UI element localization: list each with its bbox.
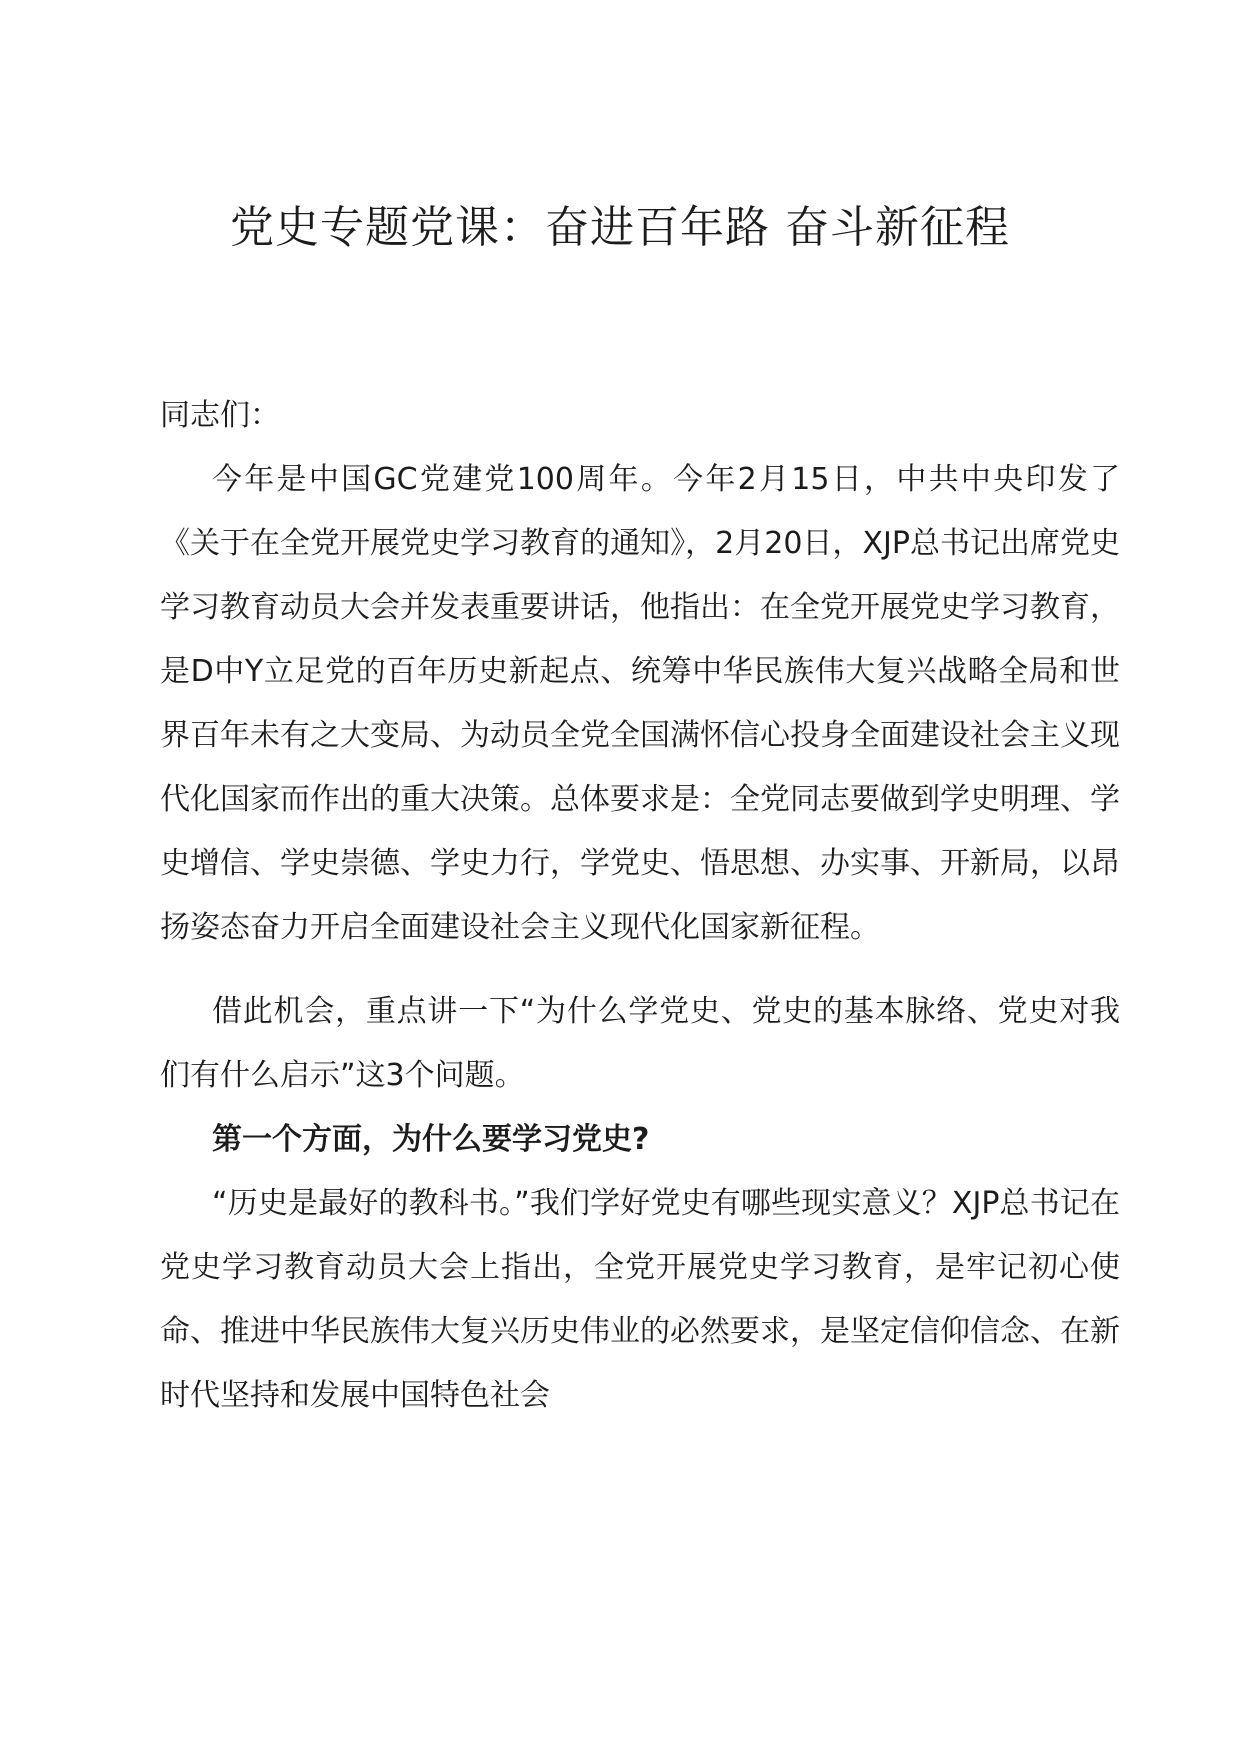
paragraph-topics: 借此机会，重点讲一下“为什么学党史、党史的基本脉络、党史对我们有什么启示”这3个问题。 [160,994,1120,1093]
paragraph-intro: 今年是中国GC党建党100周年。今年2月15日，中共中央印发了《关于在全党开展党史学习教育的通知》，2月20日，XJP总书记出席党史学习教育动员大会并发表重要讲话，他指出：在全党开展党史学习教育，是D中Y立足党的百年历史新起点、统筹中华民族伟大复兴战略全局和世界百年未有之大变局、为动员全党全国满怀信心投身全面建设社会主义现代化国家而作出的重大决策。总体要求是：全党同志要做到学史明理、学史增信、学史崇德、学史力行，学党史、悟思想、办实事、开新局，以昂扬姿态奋力开启全面建设社会主义现代化国家新征程。 [160,462,1120,945]
greeting: 同志们： [160,398,280,433]
section-heading: 第一个方面，为什么要学习党史? [212,1122,650,1157]
section-paragraph: “历史是最好的教科书。”我们学好党史有哪些现实意义？XJP总书记在党史学习教育动员大会上指出，全党开展党史学习教育，是牢记初心使命、推进中华民族伟大复兴历史伟业的必然要求，是坚定信仰信念、在新时代坚持和发展中国特色社会 [160,1186,1120,1413]
document-title: 党史专题党课：奋进百年路 奋斗新征程 [230,202,1010,253]
document-body [160,384,1120,1428]
